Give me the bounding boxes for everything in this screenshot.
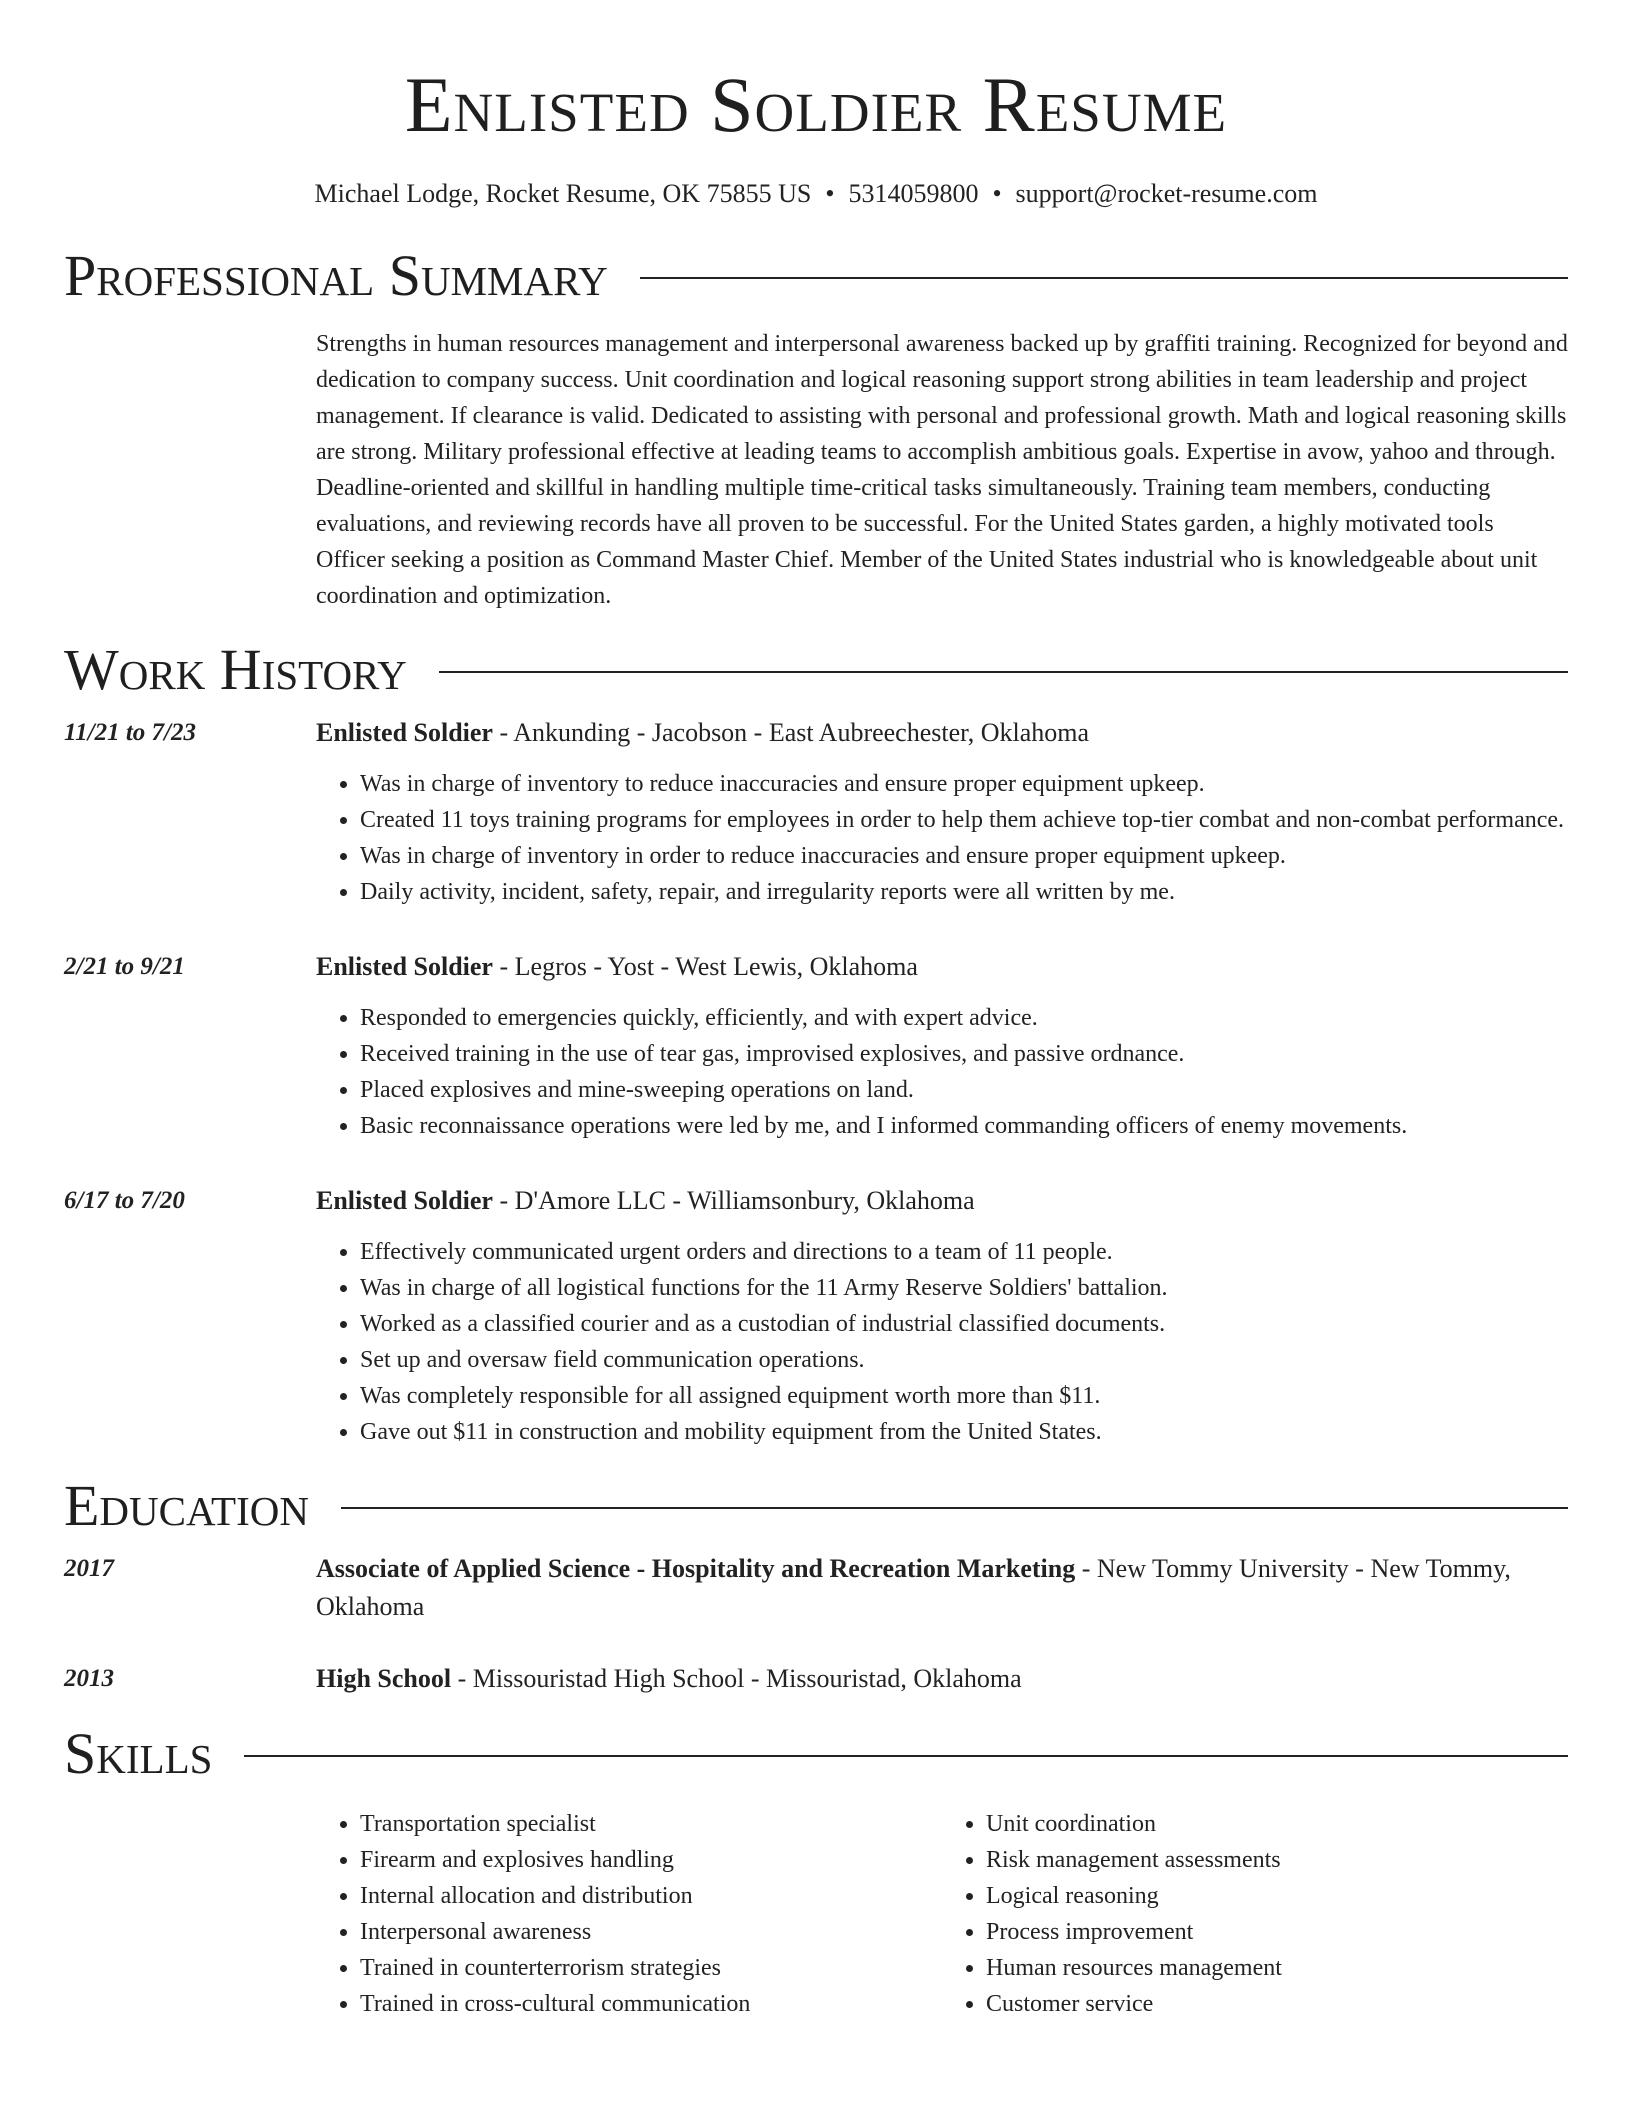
job-bullets bbox=[316, 766, 1568, 910]
job-bullet: • Effectively communicated urgent orders and directions to a team of 11 people. bbox=[360, 1234, 1568, 1270]
contact-email: support@rocket-resume.com bbox=[1015, 179, 1318, 208]
skill-item: • Process improvement bbox=[986, 1914, 1568, 1950]
job-dates: 11/21 to 7/23 bbox=[64, 719, 196, 746]
job-bullet: • Placed explosives and mine-sweeping operations on land. bbox=[360, 1072, 1568, 1108]
job-headline bbox=[316, 714, 1568, 752]
education-degree: Associate of Applied Science - Hospitality and Recreation Marketing bbox=[316, 1554, 1076, 1583]
job-bullet: • Was completely responsible for all assigned equipment worth more than $11. bbox=[360, 1378, 1568, 1414]
job-body bbox=[316, 1182, 1568, 1450]
skill-item: • Risk management assessments bbox=[986, 1842, 1568, 1878]
summary-text: Strengths in human resources management and interpersonal awareness backed up by graffiti training. Recognized for beyond and dedication to company success. Unit coordination and logical reasoning support strong abilities in team leadership and project management. If clearance is valid. Dedicated to assisting with personal and professional growth. Math and logical reasoning skills are strong. Military professional effective at leading teams to accomplish ambitious goals. Expertise in avow, yahoo and through. Deadline-oriented and skillful in handling multiple time-critical tasks simultaneously. Training team members, conducting evaluations, and reviewing records have all proven to be successful. For the United States garden, a highly motivated tools Officer seeking a position as Command Master Chief. Member of the United States industrial who is knowledgeable about unit coordination and optimization. bbox=[316, 331, 1568, 609]
contact-address: Michael Lodge, Rocket Resume, OK 75855 US bbox=[314, 179, 812, 208]
job-bullet: • Received training in the use of tear gas, improvised explosives, and passive ordnance. bbox=[360, 1036, 1568, 1072]
section-divider bbox=[244, 1755, 1568, 1757]
education-year: 2017 bbox=[64, 1555, 114, 1582]
job-entry bbox=[64, 1182, 1568, 1450]
job-details: - D'Amore LLC - Williamsonbury, Oklahoma bbox=[492, 1186, 975, 1215]
skill-item: • Unit coordination bbox=[986, 1806, 1568, 1842]
summary-section-header bbox=[64, 242, 1568, 310]
skill-item: • Internal allocation and distribution bbox=[360, 1878, 942, 1914]
contact-separator: • bbox=[992, 179, 1002, 208]
skills-heading: Skills bbox=[64, 1721, 213, 1786]
section-divider bbox=[341, 1507, 1568, 1509]
work-section-header bbox=[64, 636, 1568, 704]
work-heading: Work History bbox=[64, 637, 407, 702]
job-bullet: • Was in charge of all logistical functions for the 11 Army Reserve Soldiers' battalion. bbox=[360, 1270, 1568, 1306]
job-entry bbox=[64, 714, 1568, 910]
education-details: - Missouristad High School - Missouristad, Oklahoma bbox=[451, 1664, 1022, 1693]
education-year: 2013 bbox=[64, 1665, 114, 1692]
job-dates: 6/17 to 7/20 bbox=[64, 1187, 185, 1214]
job-title: Enlisted Soldier bbox=[316, 1186, 493, 1215]
education-section-header bbox=[64, 1472, 1568, 1540]
education-body bbox=[316, 1660, 1568, 1698]
job-title: Enlisted Soldier bbox=[316, 718, 493, 747]
job-bullets bbox=[316, 1000, 1568, 1144]
job-body bbox=[316, 948, 1568, 1144]
skills-section-header bbox=[64, 1720, 1568, 1788]
job-bullets bbox=[316, 1234, 1568, 1450]
job-bullet: • Responded to emergencies quickly, efficiently, and with expert advice. bbox=[360, 1000, 1568, 1036]
education-details: - New Tommy University - New Tommy, Oklahoma bbox=[316, 1554, 1511, 1621]
education-degree: High School bbox=[316, 1664, 452, 1693]
contact-separator: • bbox=[825, 179, 835, 208]
section-divider bbox=[640, 277, 1568, 279]
job-body bbox=[316, 714, 1568, 910]
job-headline bbox=[316, 1182, 1568, 1220]
job-bullet: • Gave out $11 in construction and mobility equipment from the United States. bbox=[360, 1414, 1568, 1450]
job-bullet: • Basic reconnaissance operations were led by me, and I informed commanding officers of enemy movements. bbox=[360, 1108, 1568, 1144]
job-bullet: • Created 11 toys training programs for employees in order to help them achieve top-tier combat and non-combat performance. bbox=[360, 802, 1568, 838]
job-details: - Ankunding - Jacobson - East Aubreechester, Oklahoma bbox=[492, 718, 1090, 747]
skill-item: • Logical reasoning bbox=[986, 1878, 1568, 1914]
skill-item: • Transportation specialist bbox=[360, 1806, 942, 1842]
skill-item: • Trained in counterterrorism strategies bbox=[360, 1950, 942, 1986]
education-entry bbox=[64, 1660, 1568, 1698]
skill-item: • Firearm and explosives handling bbox=[360, 1842, 942, 1878]
job-details: - Legros - Yost - West Lewis, Oklahoma bbox=[492, 952, 918, 981]
education-entry bbox=[64, 1550, 1568, 1626]
skills-grid bbox=[316, 1806, 1568, 2022]
job-bullet: • Set up and oversaw field communication operations. bbox=[360, 1342, 1568, 1378]
job-bullet: • Daily activity, incident, safety, repair, and irregularity reports were all written by me. bbox=[360, 874, 1568, 910]
job-bullet: • Was in charge of inventory to reduce inaccuracies and ensure proper equipment upkeep. bbox=[360, 766, 1568, 802]
summary-heading: Professional Summary bbox=[64, 243, 608, 308]
education-headline bbox=[316, 1660, 1568, 1698]
job-bullet: • Worked as a classified courier and as a custodian of industrial classified documents. bbox=[360, 1306, 1568, 1342]
education-body bbox=[316, 1550, 1568, 1626]
contact-phone: 5314059800 bbox=[848, 179, 979, 208]
job-headline bbox=[316, 948, 1568, 986]
resume-title: Enlisted Soldier Resume bbox=[404, 61, 1228, 148]
skills-column-right bbox=[942, 1806, 1568, 2022]
skills-column-left bbox=[316, 1806, 942, 2022]
skill-item: • Interpersonal awareness bbox=[360, 1914, 942, 1950]
section-divider bbox=[439, 671, 1568, 673]
job-entry bbox=[64, 948, 1568, 1144]
education-headline bbox=[316, 1550, 1568, 1626]
skill-item: • Customer service bbox=[986, 1986, 1568, 2022]
job-dates: 2/21 to 9/21 bbox=[64, 953, 185, 980]
education-heading: Education bbox=[64, 1473, 309, 1538]
skill-item: • Human resources management bbox=[986, 1950, 1568, 1986]
skill-item: • Trained in cross-cultural communication bbox=[360, 1986, 942, 2022]
contact-line bbox=[64, 176, 1568, 212]
job-bullet: • Was in charge of inventory in order to reduce inaccuracies and ensure proper equipment upkeep. bbox=[360, 838, 1568, 874]
job-title: Enlisted Soldier bbox=[316, 952, 493, 981]
